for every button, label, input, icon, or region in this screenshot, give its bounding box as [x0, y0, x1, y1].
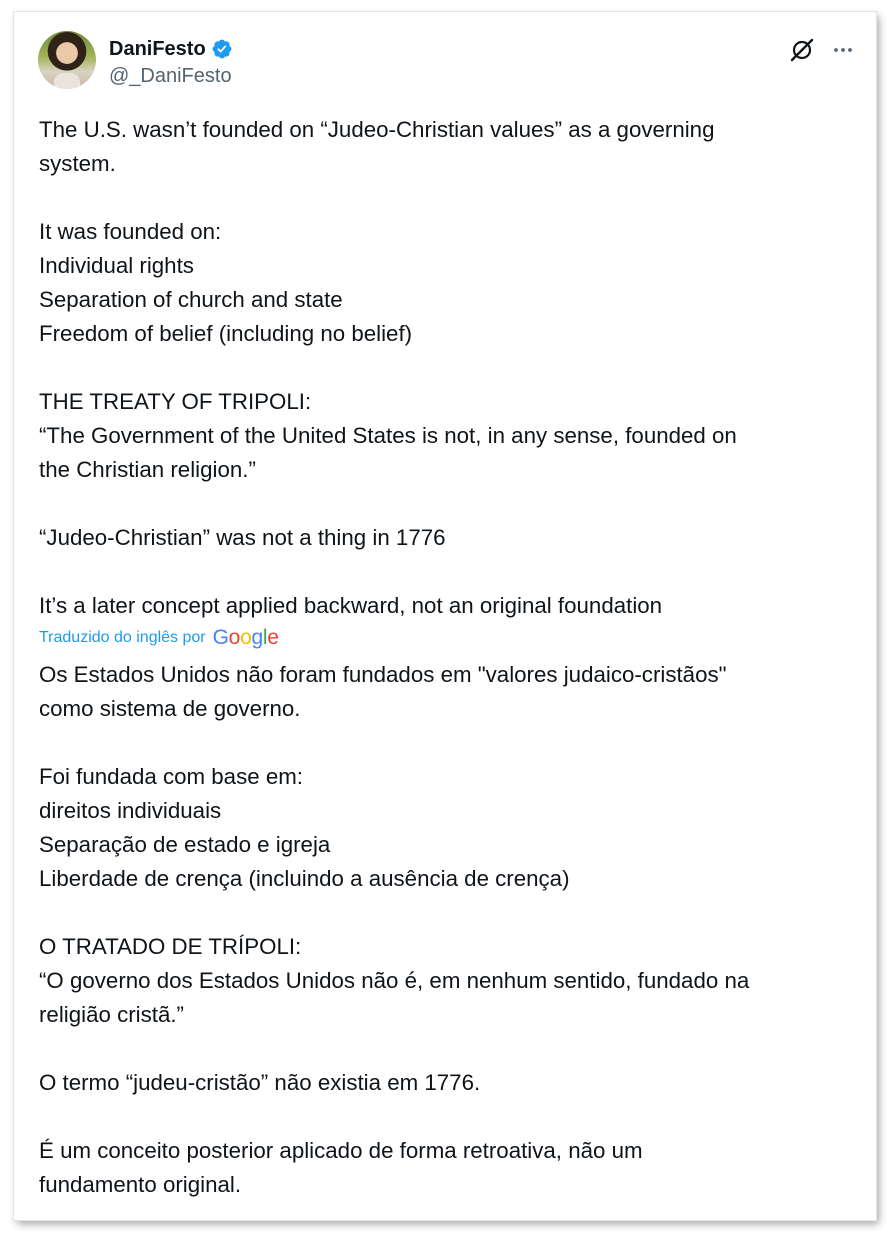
google-logo: Google — [212, 626, 279, 649]
author-avatar[interactable] — [38, 31, 96, 89]
author-name-row — [109, 36, 233, 62]
post-translated-text: Os Estados Unidos não foram fundados em "valores judaico-cristãos" como sistema de governo. Foi fundada com base em: direitos individuais Separação de estado e igreja Liberdade de crença (incluindo a ausência de crença) O TRATADO DE TRÍPOLI: “O governo dos Estados Unidos não é, em nenhum sentido, fundado na religião cristã.” O termo “judeu-cristão” não existia em 1776. É um conceito posterior aplicado de forma retroativa, não um fundamento original. — [39, 662, 750, 1197]
author-display-name[interactable]: DaniFesto — [109, 37, 206, 60]
grok-button[interactable] — [788, 36, 816, 64]
more-horizontal-icon — [829, 36, 857, 64]
grok-icon — [788, 36, 816, 64]
post-original-text: The U.S. wasn’t founded on “Judeo-Christian values” as a governing system. It was founded on: Individual rights Separation of church and state Freedom of belief (including no belief) THE TREATY OF TRIPOLI: “The Government of the United States is not, in any sense, founded on the Christian religion.” “Judeo-Christian” was not a thing in 1776 It’s a later concept applied backward, not an original foundation — [39, 117, 737, 618]
verified-badge-icon — [211, 38, 233, 60]
post-card — [14, 12, 876, 1220]
more-options-button[interactable] — [829, 36, 857, 64]
translated-by-label: Traduzido do inglês por — [39, 629, 206, 646]
translation-attribution[interactable] — [39, 626, 279, 650]
author-handle[interactable]: @_DaniFesto — [109, 65, 232, 87]
